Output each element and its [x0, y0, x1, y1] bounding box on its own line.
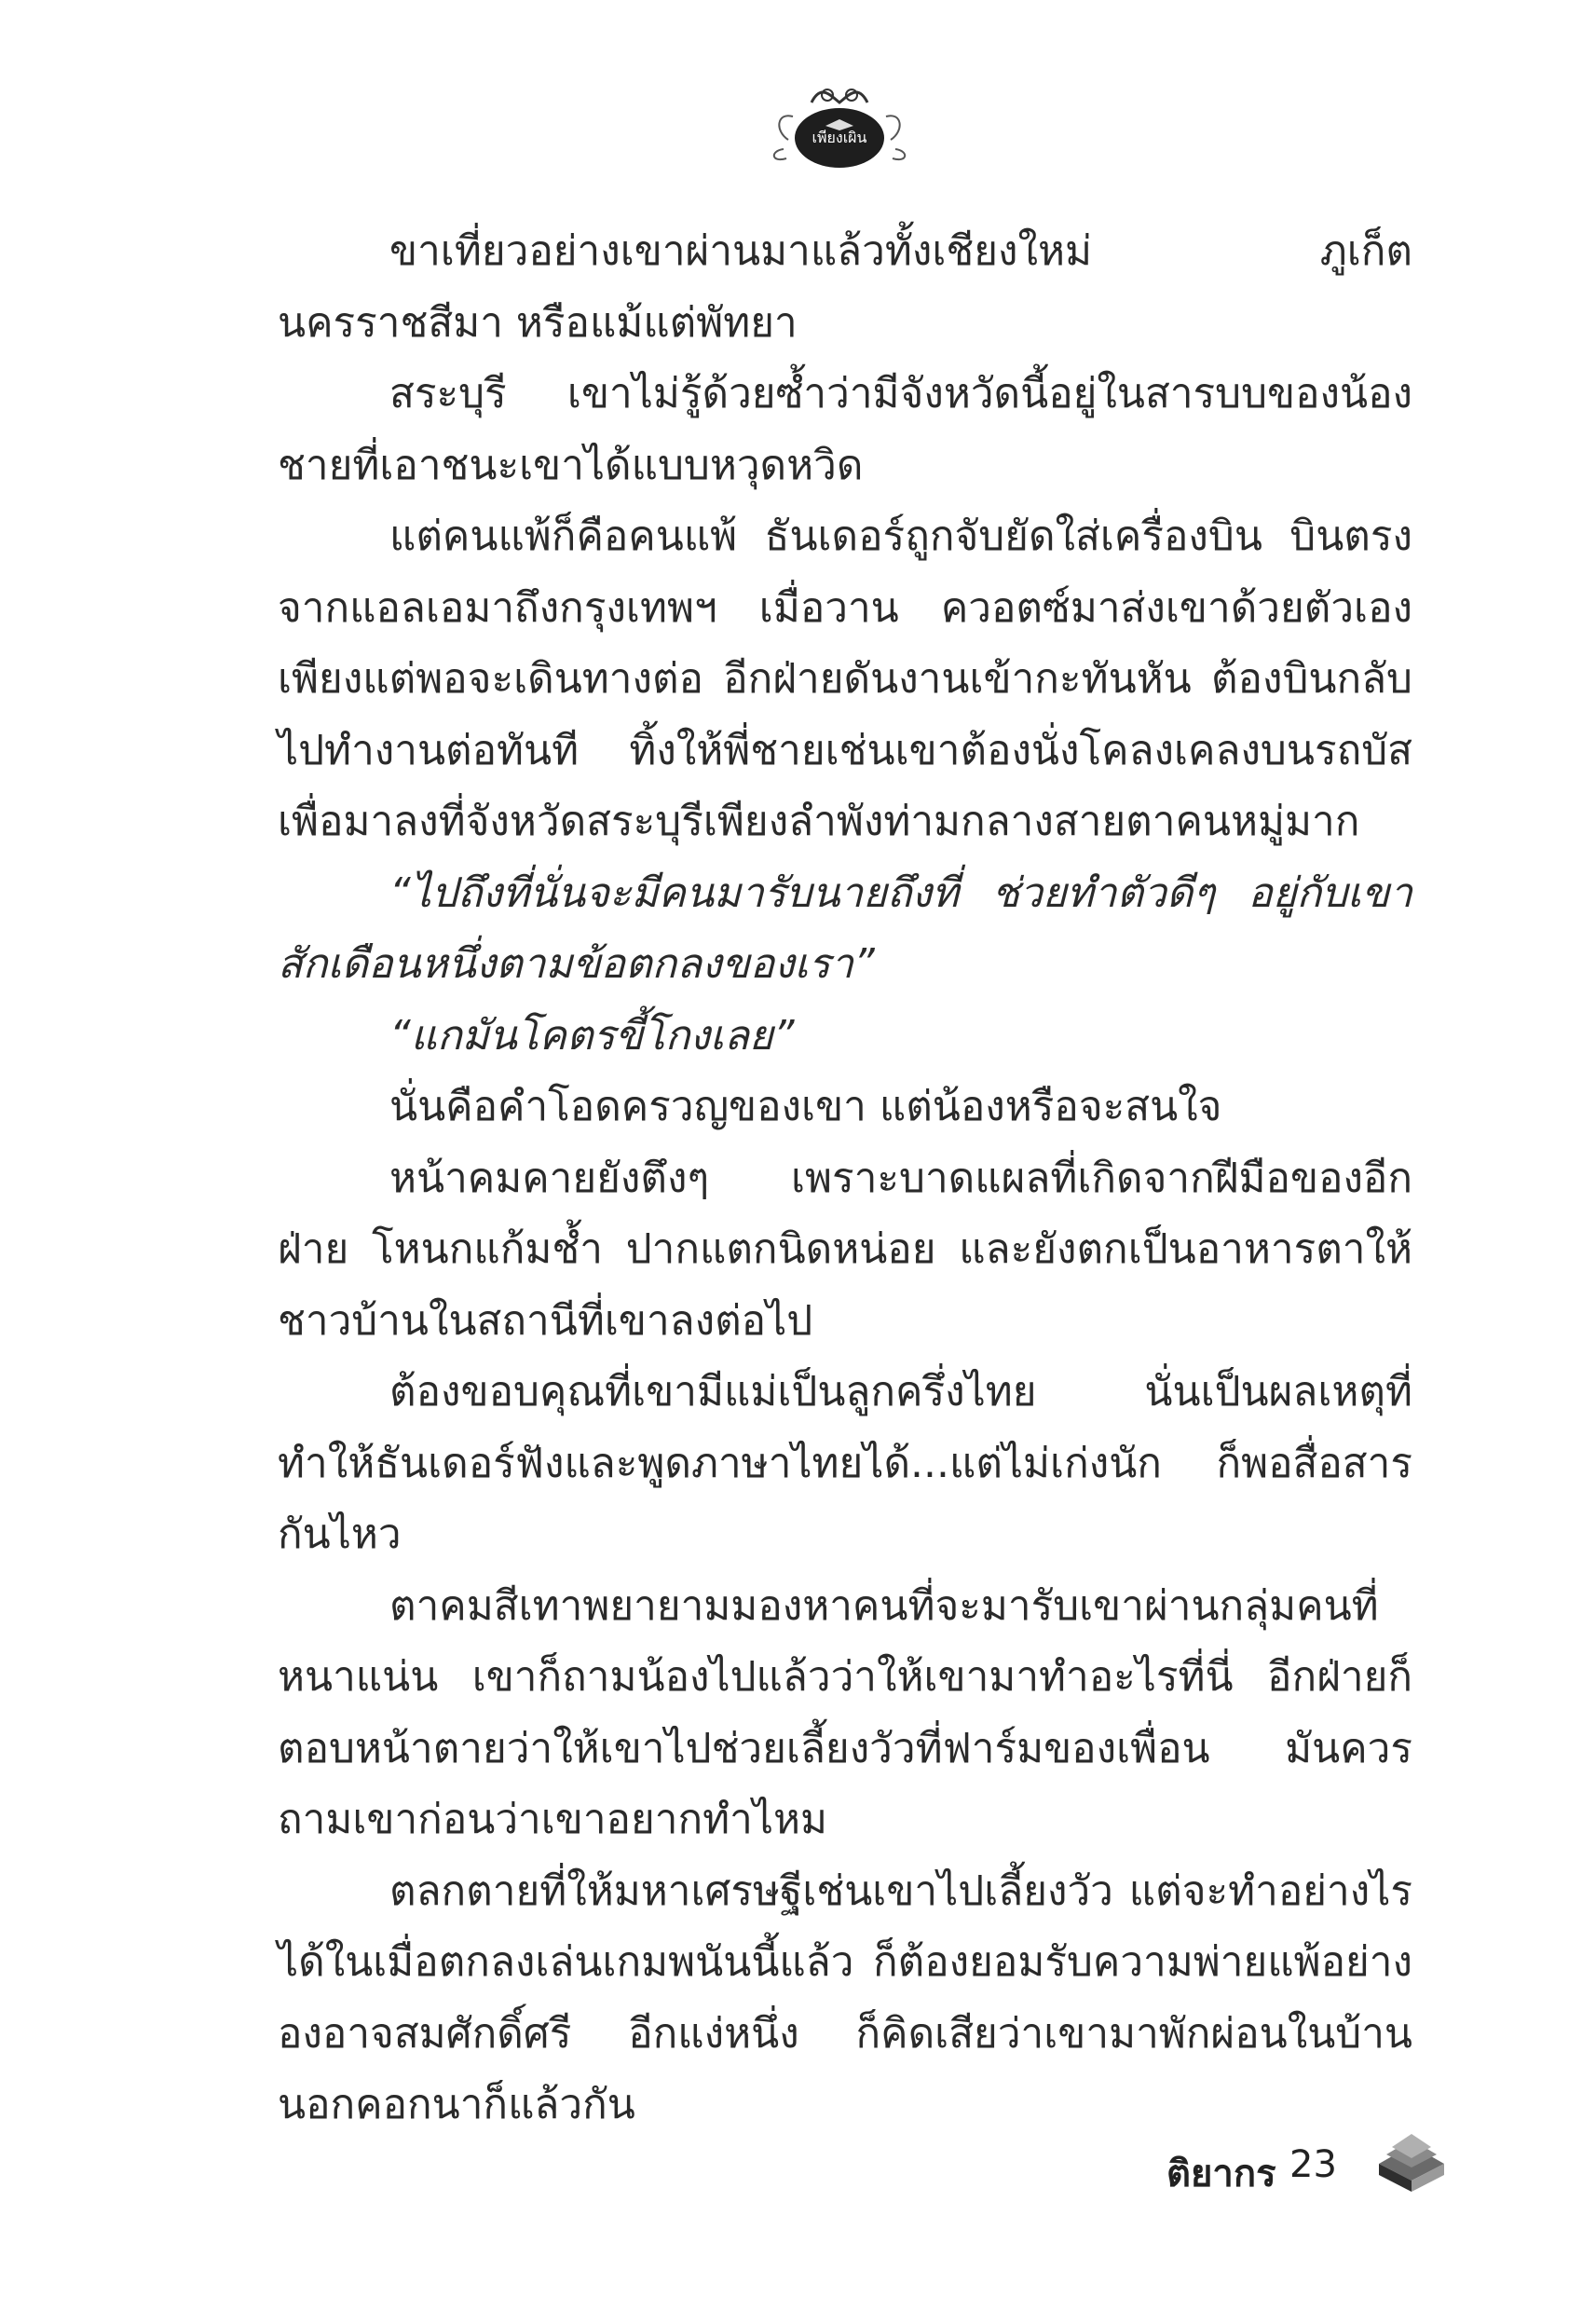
paragraph: ต้องขอบคุณที่เขามีแม่เป็นลูกครึ่งไทย นั่นเป็นผลเหตุที่ทำให้ธันเดอร์ฟังและพูดภาษาไทยได้...แต่ไม่เก่งนัก ก็พอสื่อสารกันไหว [278, 1368, 1412, 1558]
page-number: 23 [1289, 2143, 1337, 2186]
story-text [278, 216, 1412, 2141]
paragraph: นั่นคือคำโอดครวญของเขา แต่น้องหรือจะสนใจ [389, 1083, 1222, 1130]
paragraph: “แกมันโคตรขี้โกงเลย” [389, 1011, 795, 1060]
publisher-logo-text: เพียงเผิน [812, 129, 867, 146]
paragraph: ตาคมสีเทาพยายามมองหาคนที่จะมารับเขาผ่านกลุ่มคนที่หนาแน่น เขาก็ถามน้องไปแล้วว่าให้เขามาทำอะไรที่นี่ อีกฝ่ายก็ตอบหน้าตายว่าให้เขาไปช่วยเลี้ยงวัวที่ฟาร์มของเพื่อน มันควรถามเขาก่อนว่าเขาอยากทำไหม [278, 1581, 1412, 1843]
publisher-logo-emblem [770, 75, 909, 177]
book-stack-icon [1370, 2126, 1453, 2201]
footer-author: ติยากร [1166, 2153, 1276, 2195]
paragraph: “ไปถึงที่นั่นจะมีคนมารับนายถึงที่ ช่วยทำตัวดีๆ อยู่กับเขาสักเดือนหนึ่งตามข้อตกลงของเรา” [278, 868, 1412, 988]
paragraph: ขาเที่ยวอย่างเขาผ่านมาแล้วทั้งเชียงใหม่ ภูเก็ต นครราชสีมา หรือแม้แต่พัทยา [278, 227, 1412, 347]
paragraph: แต่คนแพ้ก็คือคนแพ้ ธันเดอร์ถูกจับยัดใส่เครื่องบิน บินตรงจากแอลเอมาถึงกรุงเทพฯ เมื่อวาน ควอตซ์มาส่งเขาด้วยตัวเอง เพียงแต่พอจะเดินทางต่อ อีกฝ่ายดันงานเข้ากะทันหัน ต้องบินกลับไปทำงานต่อทันที ทิ้งให้พี่ชายเช่นเขาต้องนั่งโคลงเคลงบนรถบัสเพื่อมาลงที่จังหวัดสระบุรีเพียงลำพังท่ามกลางสายตาคนหมู่มาก [278, 513, 1412, 845]
paragraph: ตลกตายที่ให้มหาเศรษฐีเช่นเขาไปเลี้ยงวัว แต่จะทำอย่างไรได้ในเมื่อตกลงเล่นเกมพนันนี้แล้ว ก็ต้องยอมรับความพ่ายแพ้อย่างองอาจสมศักดิ์ศรี อีกแง่หนึ่ง ก็คิดเสียว่าเขามาพักผ่อนในบ้านนอกคอกนาก็แล้วกัน [278, 1867, 1412, 2128]
paragraph: หน้าคมคายยังตึงๆ เพราะบาดแผลที่เกิดจากฝีมือของอีกฝ่าย โหนกแก้มช้ำ ปากแตกนิดหน่อย และยังตกเป็นอาหารตาให้ชาวบ้านในสถานีที่เขาลงต่อไป [278, 1154, 1412, 1345]
paragraph: สระบุรี เขาไม่รู้ด้วยซ้ำว่ามีจังหวัดนี้อยู่ในสารบบของน้องชายที่เอาชนะเขาได้แบบหวุดหวิด [278, 370, 1412, 489]
publisher-logo [770, 75, 909, 177]
